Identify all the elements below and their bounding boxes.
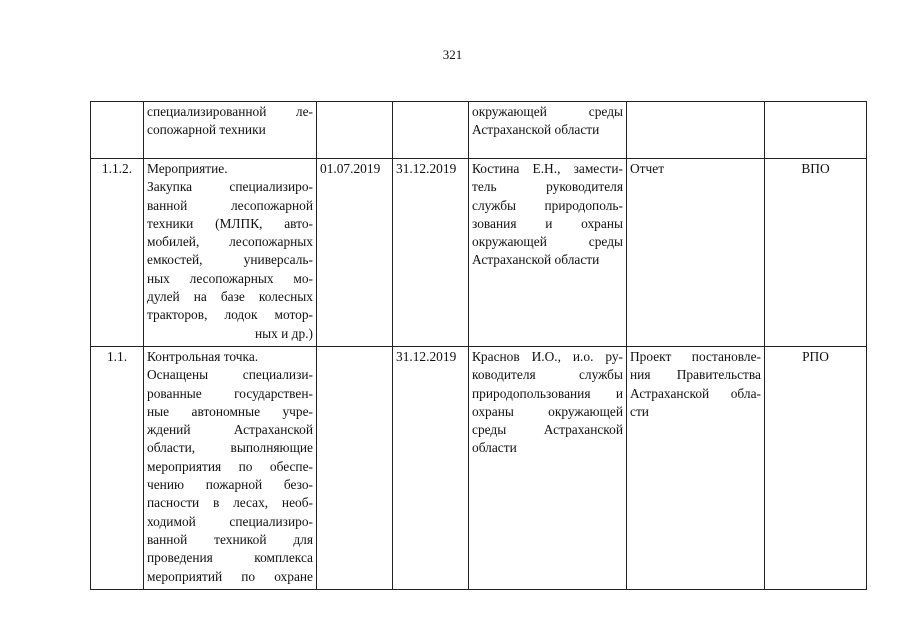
event-line: мобилей, лесопожарных	[147, 234, 313, 250]
responsible-line: Краснов И.О., и.о. ру-	[472, 348, 623, 364]
result-line: сти	[630, 403, 649, 419]
end-date-cell	[393, 102, 469, 159]
responsible-line: окружающей среды	[472, 234, 623, 250]
event-cell	[144, 102, 317, 159]
responsible-line: зования и охраны	[472, 215, 623, 231]
event-line: Закупка специализиро-	[147, 179, 313, 195]
responsible-line: тель руководителя	[472, 179, 623, 195]
event-cell	[144, 346, 317, 589]
result-line: Отчет	[630, 161, 665, 176]
responsible-line: области	[472, 440, 517, 456]
event-line: ванной лесопожарной	[147, 197, 313, 213]
event-line: Оснащены специализи-	[147, 367, 313, 383]
start-date-cell: 01.07.2019	[317, 159, 393, 347]
level-cell: ВПО	[765, 159, 867, 347]
start-date-cell	[317, 346, 393, 589]
event-line: проведения комплекса	[147, 550, 313, 566]
row-number-cell	[91, 102, 144, 159]
event-line: ных лесопожарных мо-	[147, 270, 313, 286]
responsible-line: природопользования и	[472, 385, 623, 401]
start-date-cell	[317, 102, 393, 159]
event-line: дулей на базе колесных	[147, 289, 313, 305]
event-line: Контрольная точка.	[147, 348, 259, 364]
responsible-line: Костина Е.Н., замести-	[472, 161, 623, 176]
event-line: мероприятия по обеспе-	[147, 458, 313, 474]
row-number-cell: 1.1.	[91, 346, 144, 589]
level-cell	[765, 102, 867, 159]
table-row	[91, 159, 867, 347]
page-number: 321	[442, 47, 463, 62]
responsible-cell	[469, 346, 627, 589]
level-cell: РПО	[765, 346, 867, 589]
result-cell	[627, 346, 765, 589]
end-date-cell: 31.12.2019	[393, 159, 469, 347]
event-line: ных и др.)	[254, 325, 313, 341]
result-line: ния Правительства	[630, 367, 761, 383]
event-line: техники (МЛПК, авто-	[147, 215, 313, 231]
plan-table	[90, 101, 867, 590]
responsible-cell	[469, 102, 627, 159]
event-line: рованные государствен-	[147, 385, 313, 401]
row-number-cell: 1.1.2.	[91, 159, 144, 347]
table-row	[91, 346, 867, 589]
event-cell	[144, 159, 317, 347]
responsible-line: Астраханской области	[472, 252, 600, 268]
event-line: сопожарной техники	[147, 122, 266, 138]
event-line: пасности в лесах, необ-	[147, 495, 313, 511]
result-cell	[627, 159, 765, 347]
result-line: Проект постановле-	[630, 348, 761, 364]
event-line: ные автономные учре-	[147, 403, 313, 419]
result-line: Астраханской обла-	[630, 385, 761, 401]
responsible-line: ководителя службы	[472, 367, 623, 383]
responsible-line: окружающей среды	[472, 104, 623, 119]
responsible-line: охраны окружающей	[472, 403, 623, 419]
event-line: ждений Астраханской	[147, 422, 313, 438]
event-line: мероприятий по охране	[147, 568, 313, 584]
event-line: Мероприятие.	[147, 161, 228, 176]
event-line: ванной техникой для	[147, 531, 313, 547]
table-row	[91, 102, 867, 159]
event-line: ходимой специализиро-	[147, 513, 313, 529]
event-line: области, выполняющие	[147, 440, 313, 456]
responsible-line: среды Астраханской	[472, 422, 623, 438]
result-cell	[627, 102, 765, 159]
event-line: емкостей, универсаль-	[147, 252, 313, 268]
event-line: специализированной ле-	[147, 104, 313, 119]
event-line: тракторов, лодок мотор-	[147, 307, 313, 323]
responsible-cell	[469, 159, 627, 347]
responsible-line: службы природополь-	[472, 197, 623, 213]
responsible-line: Астраханской области	[472, 122, 600, 138]
end-date-cell: 31.12.2019	[393, 346, 469, 589]
event-line: чению пожарной безо-	[147, 477, 313, 493]
